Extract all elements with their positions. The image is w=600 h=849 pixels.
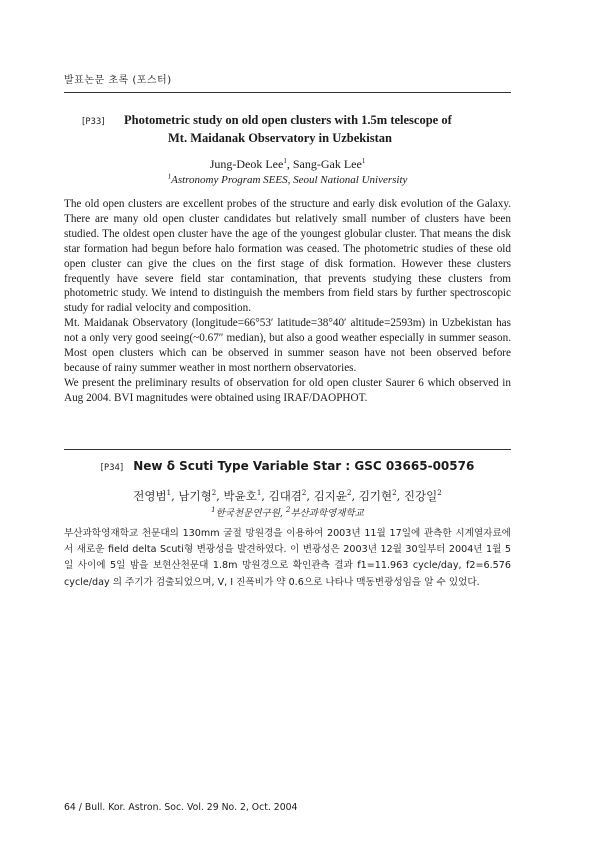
abstract-title-p34: [64, 459, 511, 473]
author-name: 김기현: [358, 489, 393, 503]
author-name: 전영범: [133, 489, 167, 503]
author-affil-mark: 2: [211, 489, 217, 498]
author-affil-mark: 1: [256, 489, 262, 498]
affiliation-text: 한국천문연구원,: [215, 508, 286, 519]
abstract-paragraph: 부산과학영재학교 천문대의 130mm 굴절 망원경을 이용하여 2003년 11월 17일에 관측한 시계열자료에서 새로운 field delta Scuti형 변광성을 발견하였다. 이 변광성은 2003년 12월 30일부터 2004년 1월 5일 사이에 5일 밤을 보현산천문대 1.8m 망원경으로 확인관측 결과 f1=11.963 cycle/day, f2=6.576 cycle/day 의 주기가 검출되었으며, V, I 진폭비가 약 0.6으로 나타나 맥동변광성임을 알 수 있었다.: [64, 528, 511, 588]
affiliation-kr: [64, 505, 511, 519]
author-name: 박윤호: [223, 489, 257, 503]
author-separator: ,: [351, 489, 359, 503]
author-separator: ,: [286, 157, 293, 171]
author-affil-mark: 1: [361, 157, 366, 165]
abstract-title-text: New δ Scuti Type Variable Star : GSC 03665-00576: [133, 459, 475, 473]
affil-mark: 1: [211, 505, 216, 514]
author-name: 김대겸: [268, 489, 302, 503]
section-divider: [64, 449, 511, 450]
abstract-body-kr: [64, 526, 511, 591]
affiliation: [64, 174, 511, 186]
author-separator: ,: [306, 489, 314, 503]
author-name: Sang-Gak Lee: [292, 157, 362, 171]
abstract-body: [64, 197, 511, 406]
abstract-code-p34: [P34]: [100, 463, 124, 473]
author-name: 남기형: [178, 489, 212, 503]
author-affil-mark: 2: [392, 489, 397, 498]
author-name: 진강일: [403, 489, 438, 503]
author-affil-mark: 2: [437, 489, 442, 498]
abstract-title-line2: Mt. Maidanak Observatory in Uzbekistan: [168, 131, 392, 145]
page-footer-citation: 64 / Bull. Kor. Astron. Soc. Vol. 29 No. 2, Oct. 2004: [64, 802, 298, 813]
author-affil-mark: 2: [301, 489, 307, 498]
author-separator: ,: [261, 489, 269, 503]
author-separator: ,: [171, 489, 179, 503]
affil-mark: 1: [167, 172, 172, 181]
abstract-title-line1: Photometric study on old open clusters with 1.5m telescope of: [124, 113, 452, 127]
author-affil-mark: 1: [166, 489, 172, 498]
header-rule: [64, 92, 511, 93]
abstract-paragraph: Mt. Maidanak Observatory (longitude=66°53′ latitude=38°40′ altitude=2593m) in Uzbekistan has not a only very good seeing(~0.67″ median), but also a good weather especially in summer season. Most open clusters which can be observed in summer season have not been observed before because of rainy summer weather in most northern observatories.: [64, 317, 511, 374]
author-list-kr: [64, 488, 511, 504]
author-separator: ,: [216, 489, 224, 503]
abstract-paragraph: The old open clusters are excellent probes of the structure and early disk evolution of the Galaxy. There are many old open cluster candidates but relatively small number of clusters have been studied. The oldest open cluster have the age of the youngest globular cluster. That means the disk star formation had begun before halo formation was ceased. The photometric studies of these old open cluster can give the clues on the first stage of disk formation. However these clusters frequently have severe field star contamination, that prevents studying these clusters from photometric study. We intend to distinguish the members from field stars by further spectroscopic study for radial velocity and composition.: [64, 198, 511, 315]
abstract-code-p33: [P33]: [82, 117, 105, 127]
author-list: [64, 157, 511, 172]
affiliation-text: Astronomy Program SEES, Seoul National University: [171, 174, 408, 186]
author-affil-mark: 2: [347, 489, 352, 498]
abstract-paragraph: We present the preliminary results of observation for old open cluster Saurer 6 which observed in Aug 2004. BVI magnitudes were obtained using IRAF/DAOPHOT.: [64, 376, 511, 404]
author-separator: ,: [396, 489, 404, 503]
author-name: Jung-Deok Lee: [209, 157, 284, 171]
section-label: 발표논문 초록 (포스터): [64, 75, 172, 86]
affil-mark: 2: [285, 505, 291, 514]
author-affil-mark: 1: [283, 157, 287, 165]
affiliation-text: 부산과학영재학교: [290, 508, 364, 519]
author-name: 김지윤: [313, 489, 348, 503]
